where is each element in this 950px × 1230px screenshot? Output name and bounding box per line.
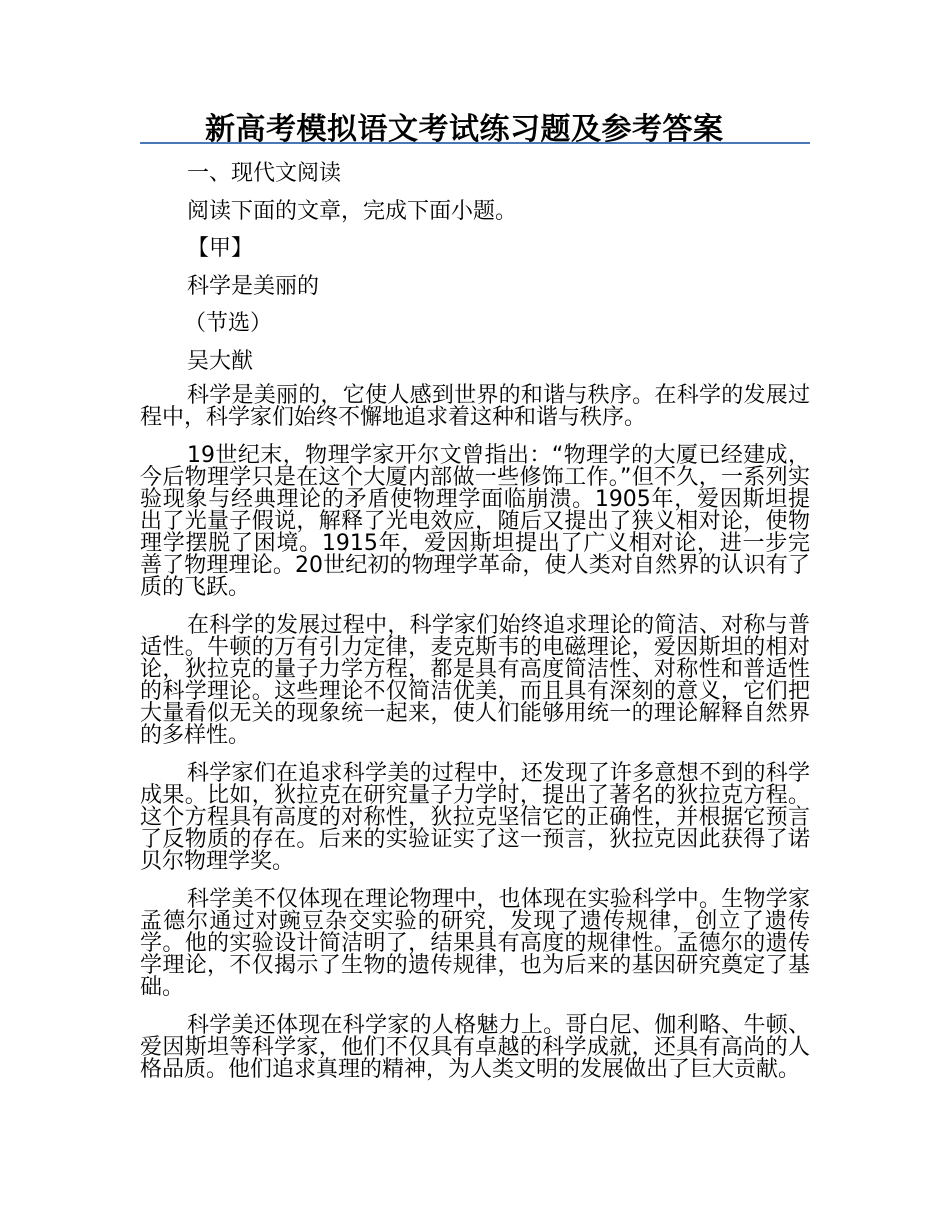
document-body [140, 155, 810, 1097]
title-bar [140, 100, 810, 147]
section-heading: 一、现代文阅读 [187, 161, 342, 186]
instruction-text: 阅读下面的文章，完成下面小题。 [187, 198, 518, 224]
paragraph-5: 科学美不仅体现在理论物理中，也体现在实验科学中。生物学家孟德尔通过对豌豆杂交实验的研究，发现了遗传规律，创立了遗传学。他的实验设计简洁明了，结果具有高度的规律性。孟德尔的遗传学理论，不仅揭示了生物的遗传规律，也为后来的基因研究奠定了基础。 [140, 887, 810, 1000]
document-title: 新高考模拟语文考试练习题及参考答案 [205, 112, 724, 147]
paragraph-2: 19世纪末，物理学家开尔文曾指出：“物理学的大厦已经建成，今后物理学只是在这个大厦内部做一些修饰工作。”但不久，一系列实验现象与经典理论的矛盾使物理学面临崩溃。1905年，爱因斯坦提出了光量子假说，解释了光电效应，随后又提出了狭义相对论，使物理学摆脱了困境。1915年，爱因斯坦提出了广义相对论，进一步完善了物理理论。20世纪初的物理学革命，使人类对自然界的认识有了质的飞跃。 [140, 443, 810, 600]
paragraph-4: 科学家们在追求科学美的过程中，还发现了许多意想不到的科学成果。比如，狄拉克在研究量子力学时，提出了著名的狄拉克方程。这个方程具有高度的对称性，狄拉克坚信它的正确性，并根据它预言了反物质的存在。后来的实验证实了这一预言，狄拉克因此获得了诺贝尔物理学奖。 [140, 761, 810, 874]
paragraph-6: 科学美还体现在科学家的人格魅力上。哥白尼、伽利略、牛顿、爱因斯坦等科学家，他们不仅具有卓越的科学成就，还具有高尚的人格品质。他们追求真理的精神，为人类文明的发展做出了巨大贡献。 [140, 1013, 810, 1082]
article-title: 科学是美丽的 [187, 273, 320, 299]
paragraph-3: 在科学的发展过程中，科学家们始终追求理论的简洁、对称与普适性。牛顿的万有引力定律，麦克斯韦的电磁理论，爱因斯坦的相对论，狄拉克的量子力学方程，都是具有高度简洁性、对称性和普适性的科学理论。这些理论不仅简洁优美，而且具有深刻的意义，它们把大量看似无关的现象统一起来，使人们能够用统一的理论解释自然界的多样性。 [140, 613, 810, 748]
part-label: 【甲】 [187, 236, 254, 261]
article-note: （节选） [184, 311, 273, 336]
paragraph-1: 科学是美丽的，它使人感到世界的和谐与秩序。在科学的发展过程中，科学家们始终不懈地追求着这种和谐与秩序。 [140, 383, 810, 430]
article-author: 吴大猷 [187, 348, 254, 374]
